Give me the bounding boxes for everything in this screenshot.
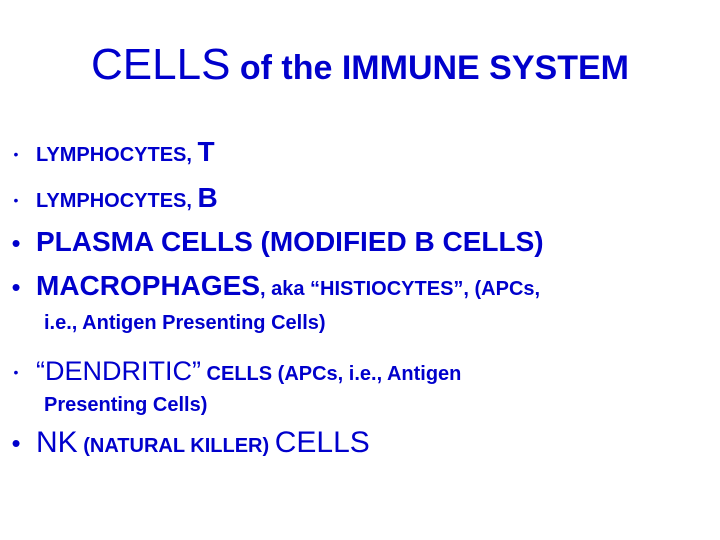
bullet-dot: • xyxy=(11,272,21,302)
list-item-text: LYMPHOCYTES, B xyxy=(36,182,218,213)
bullet-dot: • xyxy=(11,228,21,258)
title-rest: of the IMMUNE SYSTEM xyxy=(230,49,629,87)
list-item-text: PLASMA CELLS (MODIFIED B CELLS) xyxy=(36,226,544,257)
bullet-dot: • xyxy=(13,192,19,208)
bullet-dot: • xyxy=(11,428,21,458)
slide-title xyxy=(0,40,720,90)
list-item-text: NK (NATURAL KILLER) CELLS xyxy=(36,426,370,459)
bullet-dot: • xyxy=(13,146,19,162)
list-item-text: “DENDRITIC” CELLS (APCs, i.e., Antigen xyxy=(36,356,462,386)
bullet-dot: • xyxy=(13,364,19,380)
title-cells: CELLS xyxy=(91,40,231,89)
list-item-continuation: Presenting Cells) xyxy=(44,394,208,416)
list-item-text: LYMPHOCYTES, T xyxy=(36,136,215,167)
list-item-text: MACROPHAGES, aka “HISTIOCYTES”, (APCs, xyxy=(36,270,541,301)
list-item-continuation: i.e., Antigen Presenting Cells) xyxy=(44,312,326,334)
